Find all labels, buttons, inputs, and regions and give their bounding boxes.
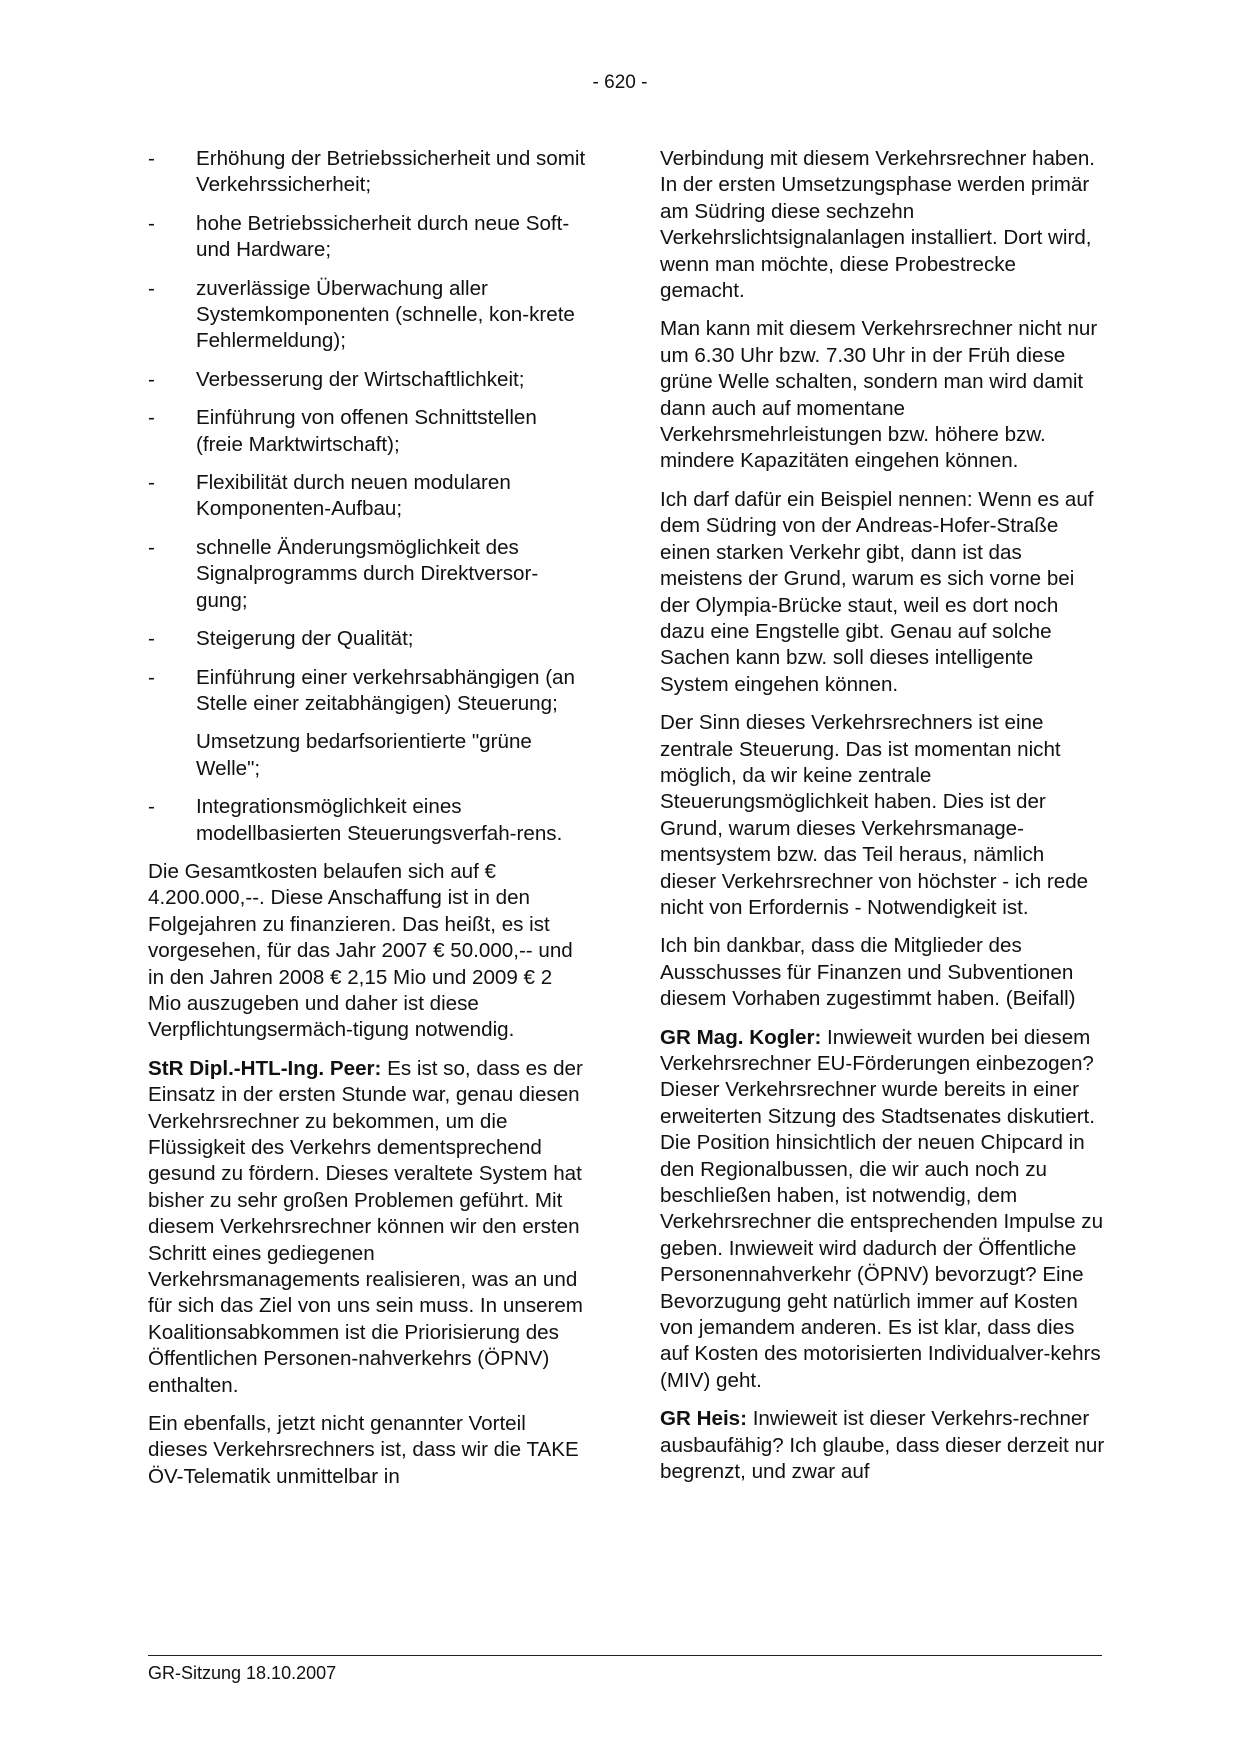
list-item xyxy=(148,405,588,458)
bullet-dash: - xyxy=(148,406,155,430)
list-item-text: Einführung einer verkehrsabhängigen (an Stelle einer zeitabhängigen) Steuerung; xyxy=(196,665,575,715)
speech-text: Es ist so, dass es der Einsatz in der ersten Stunde war, genau diesen Verkehrsrechner zu bekommen, um die Flüssigkeit des Verkehrs dementsprechend gesund zu fördern. Dieses veraltete System hat bisher zu sehr großen Problemen geführt. Mit diesem Verkehrsrechner können wir den ersten Schritt eines gediegenen Verkehrsmanagements realisieren, was an und für sich das Ziel von uns sein muss. In unserem Koalitionsabkommen ist die Priorisierung des Öffentlichen Personen-nahverkehrs (ÖPNV) enthalten. xyxy=(148,1056,583,1397)
bullet-dash: - xyxy=(148,471,155,495)
list-item-text: Umsetzung bedarfsorientierte "grüne Welle"; xyxy=(196,730,532,780)
measure-list xyxy=(148,146,588,847)
list-item-text: Integrationsmöglichkeit eines modellbasierten Steuerungsverfah-rens. xyxy=(196,795,563,845)
page-number: - 620 - xyxy=(592,72,648,93)
speaker-name: GR Mag. Kogler: xyxy=(660,1025,822,1049)
list-item xyxy=(148,276,588,355)
speech-text: Inwieweit ist dieser Verkehrs-rechner ausbaufähig? Ich glaube, dass dieser derzeit nur begrenzt, und zwar auf xyxy=(660,1407,1105,1484)
footer-text: GR-Sitzung 18.10.2007 xyxy=(148,1663,337,1683)
list-item xyxy=(148,146,588,199)
paragraph: Man kann mit diesem Verkehrsrechner nicht nur um 6.30 Uhr bzw. 7.30 Uhr in der Früh diese grüne Welle schalten, sondern man wird damit dann auch auf momentane Verkehrsmehrleistungen bzw. höhere bzw. mindere Kapazitäten eingehen können. xyxy=(660,317,1098,473)
speech-kogler xyxy=(660,1025,1105,1395)
cost-paragraph: Die Gesamtkosten belaufen sich auf € 4.200.000,--. Diese Anschaffung ist in den Folgejahren zu finanzieren. Das heißt, es ist vorgesehen, für das Jahr 2007 € 50.000,-- und in den Jahren 2008 € 2,15 Mio und 2009 € 2 Mio auszugeben und daher ist diese Verpflichtungsermäch-tigung notwendig. xyxy=(148,859,573,1042)
list-item-text: schnelle Änderungsmöglichkeit des Signalprogramms durch Direktversor-gung; xyxy=(196,535,539,612)
speech-text: Inwieweit wurden bei diesem Verkehrsrechner EU-Förderungen einbezogen? Dieser Verkehrsrechner wurde bereits in einer erweiterten Sitzung des Stadtsenates diskutiert. Die Position hinsichtlich der neuen Chipcard in den Regionalbussen, die wir auch noch zu beschließen haben, ist notwendig, dem Verkehrsrechner die entsprechenden Impulse zu geben. Inwieweit wird dadurch der Öffentliche Personennahverkehr (ÖPNV) bevorzugt? Eine Bevorzugung geht natürlich immer auf Kosten von jemandem anderen. Es ist klar, dass dies auf Kosten des motorisierten Individualver-kehrs (MIV) geht. xyxy=(660,1025,1104,1392)
speech-peer-continued: Ein ebenfalls, jetzt nicht genannter Vorteil dieses Verkehrsrechners ist, dass wir die TAKE ÖV-Telematik unmittelbar in xyxy=(148,1412,579,1488)
list-item xyxy=(148,729,588,782)
bullet-dash: - xyxy=(148,535,155,559)
list-item-text: Steigerung der Qualität; xyxy=(196,627,414,651)
list-item xyxy=(148,211,588,264)
bullet-dash: - xyxy=(148,795,155,819)
speech-heis xyxy=(660,1406,1105,1485)
left-column xyxy=(148,146,588,1502)
right-column xyxy=(660,146,1105,1498)
bullet-dash: - xyxy=(148,367,155,391)
bullet-dash: - xyxy=(148,627,155,651)
bullet-dash: - xyxy=(148,276,155,300)
list-item xyxy=(148,367,588,393)
speaker-name: GR Heis: xyxy=(660,1407,747,1431)
speech-peer xyxy=(148,1056,588,1399)
list-item-text: zuverlässige Überwachung aller Systemkomponenten (schnelle, kon-krete Fehlermeldung); xyxy=(196,276,575,353)
paragraph: Ich bin dankbar, dass die Mitglieder des Ausschusses für Finanzen und Subventionen diesem Vorhaben zugestimmt haben. (Beifall) xyxy=(660,934,1076,1011)
list-item-text: Flexibilität durch neuen modularen Komponenten-Aufbau; xyxy=(196,471,511,521)
list-item-text: Erhöhung der Betriebssicherheit und somit Verkehrssicherheit; xyxy=(196,147,586,197)
speaker-name: StR Dipl.-HTL-Ing. Peer: xyxy=(148,1056,382,1080)
list-item-text: Einführung von offenen Schnittstellen (freie Marktwirtschaft); xyxy=(196,406,537,456)
list-item xyxy=(148,535,588,614)
paragraph: Verbindung mit diesem Verkehrsrechner haben. In der ersten Umsetzungsphase werden primär am Südring diese sechzehn Verkehrslichtsignalanlagen installiert. Dort wird, wenn man möchte, diese Probestrecke gemacht. xyxy=(660,147,1096,303)
paragraph: Der Sinn dieses Verkehrsrechners ist eine zentrale Steuerung. Das ist momentan nicht möglich, da wir keine zentrale Steuerungsmöglichkeit haben. Dies ist der Grund, warum dieses Verkehrsmanage-mentsystem bzw. das Teil heraus, nämlich dieser Verkehrsrechner von höchster - ich rede nicht von Erfordernis - Notwendigkeit ist. xyxy=(660,711,1089,919)
bullet-dash: - xyxy=(148,665,155,689)
footer-divider xyxy=(148,1655,1102,1656)
list-item-text: hohe Betriebssicherheit durch neue Soft- und Hardware; xyxy=(196,211,570,262)
list-item xyxy=(148,665,588,718)
list-item xyxy=(148,626,588,652)
bullet-dash: - xyxy=(148,147,155,170)
bullet-dash: - xyxy=(148,211,155,235)
list-item xyxy=(148,470,588,523)
list-item xyxy=(148,794,588,847)
list-item-text: Verbesserung der Wirtschaftlichkeit; xyxy=(196,367,525,391)
paragraph: Ich darf dafür ein Beispiel nennen: Wenn es auf dem Südring von der Andreas-Hofer-Straße einen starken Verkehr gibt, dann ist das meistens der Grund, warum es sich vorne bei der Olympia-Brücke staut, weil es dort noch dazu eine Engstelle gibt. Genau auf solche Sachen kann bzw. soll dieses intelligente System eingehen können. xyxy=(660,487,1094,696)
